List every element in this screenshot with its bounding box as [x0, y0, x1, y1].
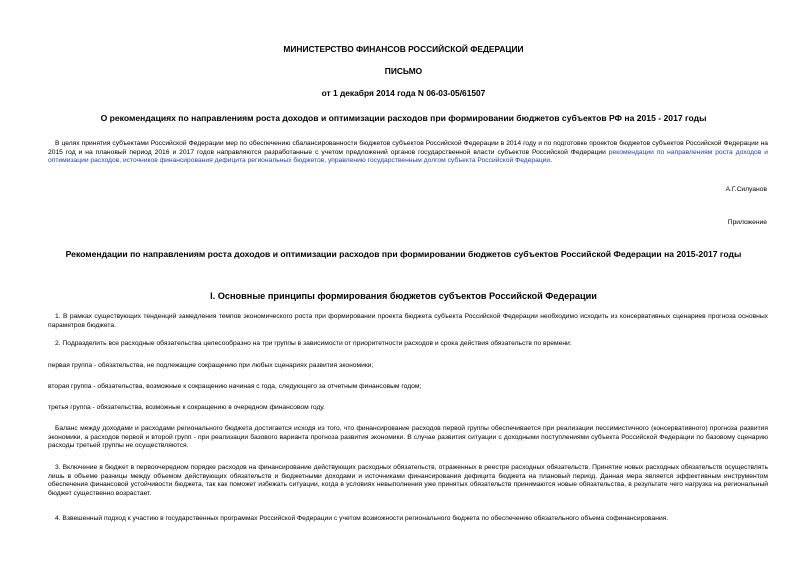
- group-second: вторая группа - обязательства, возможные к сокращению начиная с года, следующего за отчетным финансовым годом;: [48, 383, 422, 390]
- paragraph-4: 4. Взвешенный подход к участию в государственных программах Российской Федерации с учетом возможности регионального бюджета по обеспечению обязательного объема софинансирования.: [55, 515, 669, 522]
- letter-body: [48, 140, 768, 166]
- section-title: I. Основные принципы формирования бюджетов субъектов Российской Федерации: [210, 291, 597, 301]
- paragraph-2: 2. Подразделить все расходные обязательства целесообразно на три группы в зависимости от приоритетности расходов и срока действия обязательств по времени:: [55, 340, 572, 347]
- group-first: первая группа - обязательства, не подлежащие сокращению при любых сценариях развития экономики;: [48, 362, 374, 369]
- document-type: ПИСЬМО: [384, 66, 423, 76]
- paragraph-balance: Баланс между доходами и расходами регионального бюджета достигается исходя из того, что финансирование расходов первой группы обеспечивается при реализации пессимистичного (консервативного) прогноза развития экономики, а расходов первой и второй групп - при реализации базового варианта прогноза развития экономики. В случае развития ситуации с доходными поступлениями субъекта Российской Федерации по базовому сценарию расходы третьей группы не осуществляются.: [48, 425, 768, 450]
- recommendations-link[interactable]: рекомендации по направлениям роста доходов и оптимизации расходов, источников финансирования дефицита региональных бюджетов, управлению государственным долгом субъекта Российской Федерации: [48, 148, 768, 165]
- appendix-title: Рекомендации по направлениям роста доходов и оптимизации расходов при формировании бюджетов субъектов Российской Федерации на 2015-2017 годы: [65, 249, 742, 259]
- group-third: третья группа - обязательства, возможные к сокращению в очередном финансовом году.: [48, 404, 325, 411]
- paragraph-1: 1. В рамках существующих тенденций замедления темпов экономического роста при формировании проекта бюджета субъекта Российской Федерации необходимо исходить из консервативных сценариев прогноза основных параметров бюджета.: [48, 313, 768, 329]
- document-subject: О рекомендациях по направлениям роста доходов и оптимизации расходов при формировании бюджетов субъектов РФ на 2015 - 2017 годы: [100, 113, 707, 123]
- appendix-label: Приложение: [727, 219, 767, 226]
- ministry-heading: МИНИСТЕРСТВО ФИНАНСОВ РОССИЙСКОЙ ФЕДЕРАЦИИ: [283, 44, 524, 54]
- letter-body-end: .: [550, 157, 553, 165]
- document-date-number: от 1 декабря 2014 года N 06-03-05/61507: [321, 88, 486, 98]
- paragraph-3: 3. Включение в бюджет в первоочередном порядке расходов на финансирование действующих расходных обязательств, отраженных в реестре расходных обязательств. Принятие новых расходных обязательств осуществлять лишь в объеме разницы между объемом действующих обязательств и бюджетными доходами и источниками финансирования дефицита бюджета на плановый период. Данная мера является эффективным инструментом обеспечения финансовой устойчивости бюджета, так как поможет избежать ситуации, когда в условиях невыполнения уже принятых обязательств принимаются новые обязательства, в результате чего нагрузка на региональный бюджет существенно возрастает.: [48, 464, 768, 497]
- signature: А.Г.Силуанов: [725, 186, 767, 193]
- letter-body-text: В целях принятия субъектами Российской Федерации мер по обеспечению сбалансированности бюджетов субъектов Российской Федерации в 2014 году и по подготовке проектов бюджетов субъектов Российской Федерации на 2015 год и на плановый период 2016 и 2017 годов направляются разработанные с учетом предложений органов государственной власти субъектов Российской Федерации: [48, 140, 768, 156]
